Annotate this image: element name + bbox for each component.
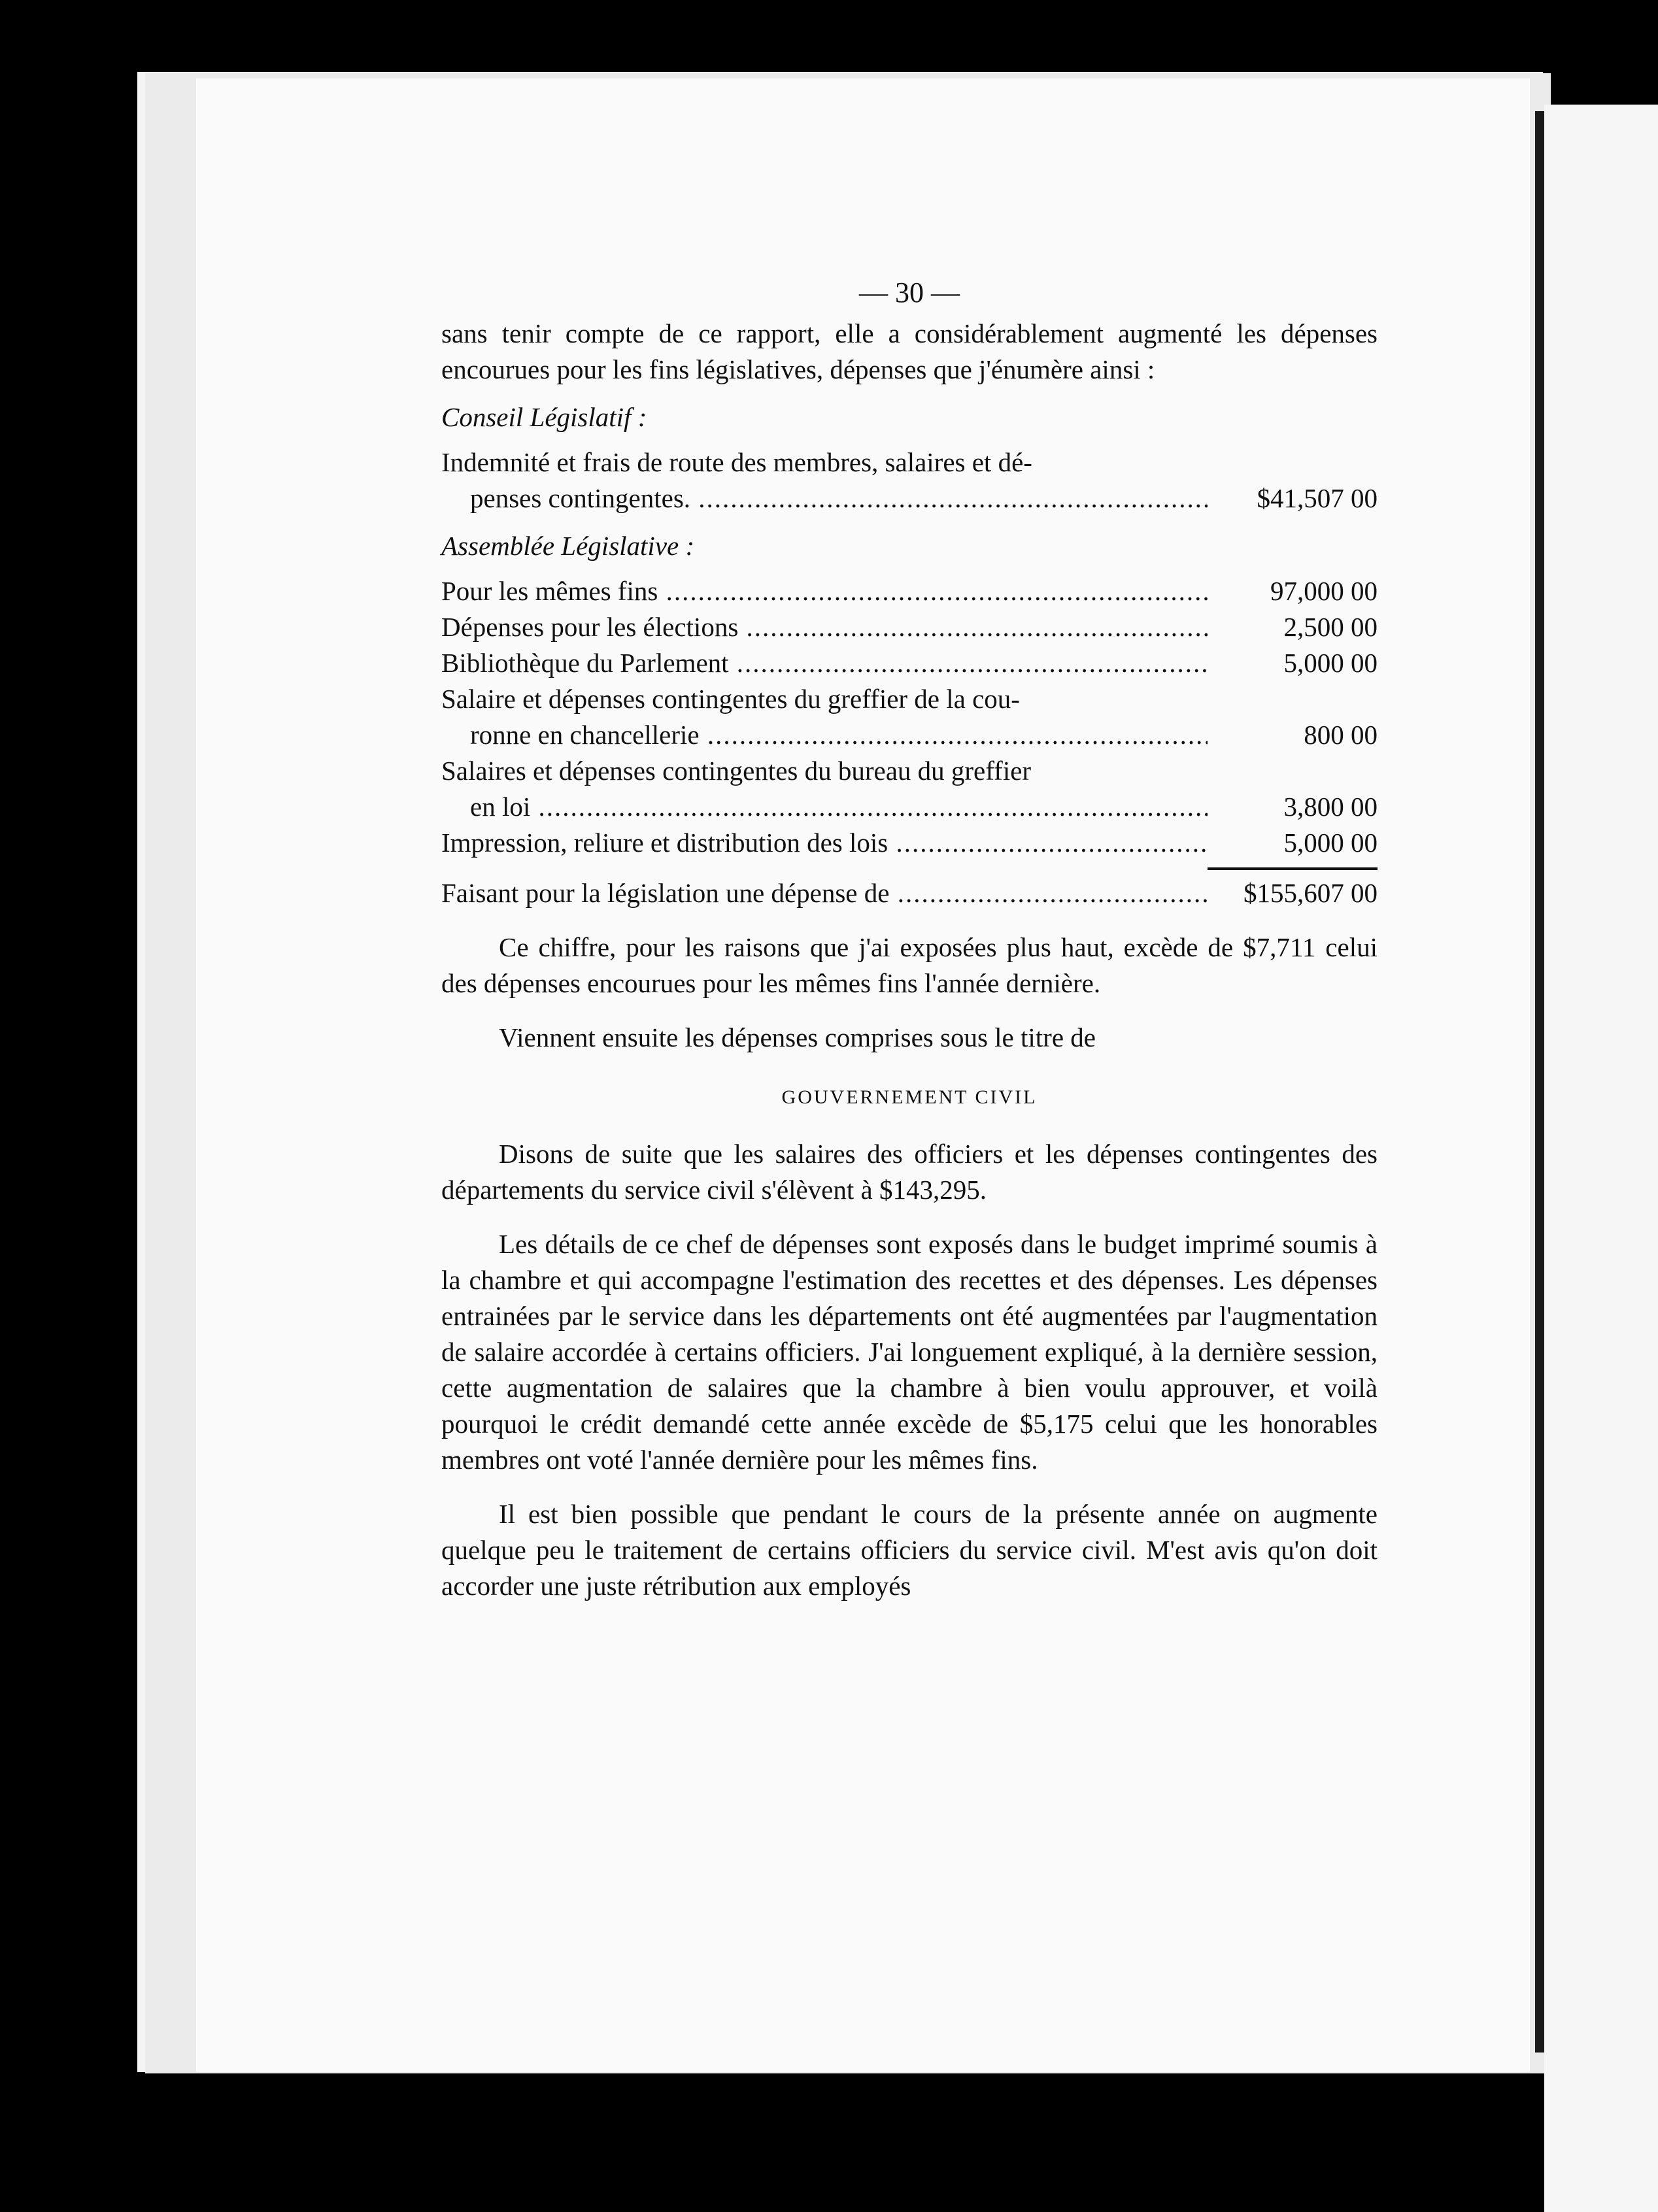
facing-page xyxy=(1544,105,1658,2212)
ledger-row xyxy=(441,573,1378,609)
conseil-amount: $41,507 00 xyxy=(1257,483,1378,513)
conseil-label: penses contingentes. ..... xyxy=(470,480,1208,516)
paragraph: Disons de suite que les salaires des officiers et les dépenses contingentes des départements du service civil s'élèvent à $143,295. xyxy=(441,1139,1378,1205)
paragraph: Il est bien possible que pendant le cours de la présente année on augmente quelque peu le traitement de certains officiers du service civil. M'est avis qu'on doit accorder une juste rétribution aux employés xyxy=(441,1499,1378,1601)
ledger-amount: 3,800 00 xyxy=(1283,792,1378,822)
intro-paragraph: sans tenir compte de ce rapport, elle a considérablement augmenté les dépenses encourues pour les fins législatives, dépenses que j'énumère ainsi : xyxy=(441,318,1378,384)
page-number: — 30 — xyxy=(859,276,960,309)
section-title: GOUVERNEMENT CIVIL xyxy=(781,1086,1038,1108)
conseil-row xyxy=(441,480,1378,516)
ledger-amount: 2,500 00 xyxy=(1283,612,1378,642)
conseil-line: Indemnité et frais de route des membres, salaires et dé- xyxy=(441,447,1032,477)
ledger-amount: 97,000 00 xyxy=(1270,576,1378,606)
ledger-row xyxy=(441,609,1378,645)
ledger-label: ronne en chancellerie ..... xyxy=(470,717,1208,753)
ledger-amount: 5,000 00 xyxy=(1283,828,1378,858)
ledger-label: Bibliothèque du Parlement ..... xyxy=(441,645,1208,681)
ledger-label: Pour les mêmes fins ..... xyxy=(441,573,1208,609)
ledger-amount: 800 00 xyxy=(1304,720,1378,750)
ledger-row xyxy=(441,717,1378,753)
ledger-pre-line: Salaire et dépenses contingentes du greffier de la cou- xyxy=(441,684,1020,714)
total-label: Faisant pour la législation une dépense de ..... xyxy=(441,875,1208,911)
paragraph: Viennent ensuite les dépenses comprises sous le titre de xyxy=(499,1022,1096,1052)
sum-rule xyxy=(1208,867,1378,870)
ledger-row xyxy=(441,825,1378,861)
conseil-heading: Conseil Législatif : xyxy=(441,402,647,432)
total-row xyxy=(441,875,1378,911)
ledger-label: Dépenses pour les élections ..... xyxy=(441,609,1208,645)
ledger-row xyxy=(441,789,1378,825)
ledger-amount: 5,000 00 xyxy=(1283,648,1378,678)
paragraph: Ce chiffre, pour les raisons que j'ai exposées plus haut, excède de $7,711 celui des dépenses encourues pour les mêmes fins l'année dernière. xyxy=(441,932,1378,998)
paragraph: Les détails de ce chef de dépenses sont exposés dans le budget imprimé soumis à la chambre et qui accompagne l'estimation des recettes et des dépenses. Les dépenses entrainées par le service dans les départements ont été augmentées par l'augmentation de salaire accordée à certains officiers. J'ai longuement expliqué, à la dernière session, cette augmentation de salaires que la chambre à bien voulu approuver, et voilà pourquoi le crédit demandé cette année excède de $5,175 celui que les honorables membres ont voté l'année dernière pour les mêmes fins. xyxy=(441,1229,1378,1475)
ledger-label: Impression, reliure et distribution des lois ..... xyxy=(441,825,1208,861)
ledger-label: en loi ..... xyxy=(470,789,1208,825)
page-content xyxy=(441,275,1378,1604)
ledger-row xyxy=(441,645,1378,681)
total-amount: $155,607 00 xyxy=(1244,878,1378,908)
assemblee-heading: Assemblée Législative : xyxy=(441,531,695,561)
book-spine xyxy=(1535,111,1544,2053)
ledger-pre-line: Salaires et dépenses contingentes du bureau du greffier xyxy=(441,756,1032,786)
